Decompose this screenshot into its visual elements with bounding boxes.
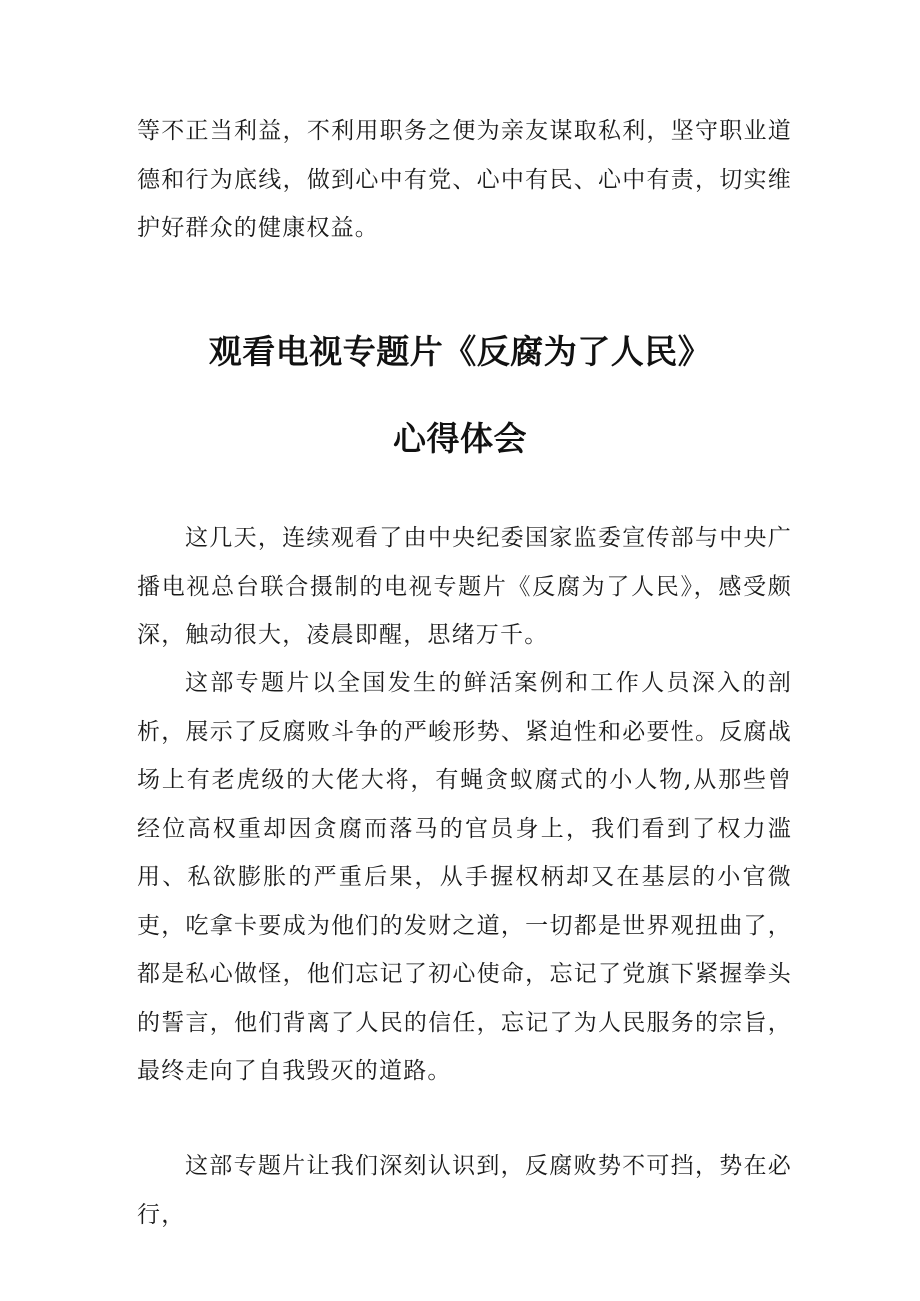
intro-paragraph: 等不正当利益，不利用职务之便为亲友谋取私利，坚守职业道德和行为底线，做到心中有党、心中有民、心中有责，切实维护好群众的健康权益。 [137, 118, 792, 241]
body-paragraph-1: 这几天，连续观看了由中央纪委国家监委宣传部与中央广播电视总台联合摄制的电视专题片《反腐为了人民》，感受颇深，触动很大，凌晨即醒，思绪万千。 [137, 525, 792, 648]
body-paragraph-3: 这部专题片让我们深刻认识到，反腐败势不可挡，势在必行， [137, 1153, 792, 1228]
body-paragraph-2: 这部专题片以全国发生的鲜活案例和工作人员深入的剖析，展示了反腐败斗争的严峻形势、紧迫性和必要性。反腐战场上有老虎级的大佬大将，有蝇贪蚁腐式的小人物,从那些曾经位高权重却因贪腐而落马的官员身上，我们看到了权力滥用、私欲膨胀的严重后果，从手握权柄却又在基层的小官微吏，吃拿卡要成为他们的发财之道，一切都是世界观扭曲了，都是私心做怪，他们忘记了初心使命，忘记了党旗下紧握拳头的誓言，他们背离了人民的信任，忘记了为人民服务的宗旨，最终走向了自我毁灭的道路。 [137, 670, 792, 1084]
document-title-line1: 观看电视专题片《反腐为了人民》 [208, 332, 712, 371]
document-title-line2: 心得体会 [393, 419, 527, 458]
